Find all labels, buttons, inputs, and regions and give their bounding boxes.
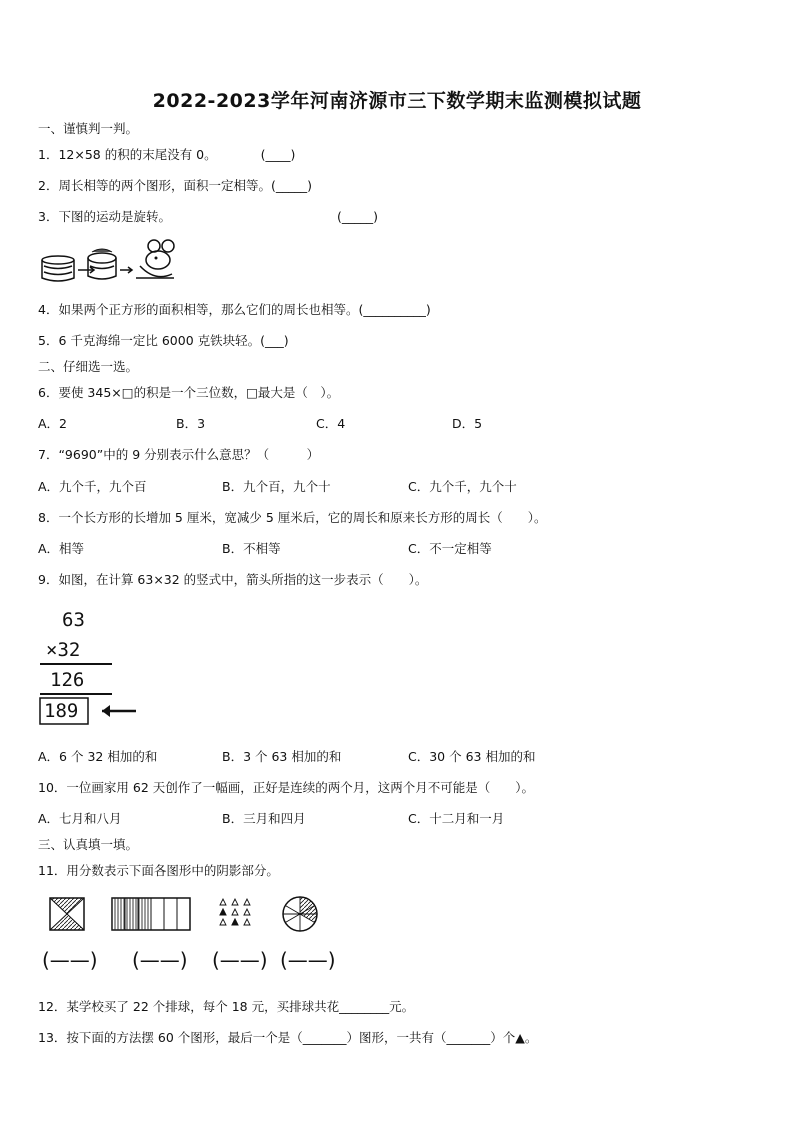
question-3 xyxy=(38,209,378,225)
section-1-heading: 一、谨慎判一判。 xyxy=(38,121,139,136)
question-6-option-a[interactable]: A．2 xyxy=(38,416,68,431)
question-9-option-b[interactable]: B．3 个 63 相加的和 xyxy=(222,749,342,764)
question-6: 6．要使 345×□的积是一个三位数，□最大是（ ）。 xyxy=(38,385,340,400)
rectangle-columns-figure xyxy=(112,898,190,930)
question-4: 4．如果两个正方形的面积相等，那么它们的周长也相等。(__________) xyxy=(38,302,431,317)
question-1-text: 1．12×58 的积的末尾没有 0。 xyxy=(38,147,217,162)
cake-translation-figure xyxy=(40,238,180,286)
question-1 xyxy=(38,147,295,163)
question-3-answer-blank[interactable]: (_____) xyxy=(336,209,378,224)
question-9-option-c[interactable]: C．30 个 63 相加的和 xyxy=(408,749,536,764)
fraction-blank-2[interactable]: (——) xyxy=(132,948,188,972)
question-7: 7．“9690”中的 9 分别表示什么意思？（ ） xyxy=(38,447,320,462)
question-8-option-a[interactable]: A．相等 xyxy=(38,541,85,556)
question-8-option-c[interactable]: C．不一定相等 xyxy=(408,541,492,556)
fraction-blank-3[interactable]: (——) xyxy=(212,948,268,972)
question-7-option-a[interactable]: A．九个千，九个百 xyxy=(38,479,147,494)
square-diagonal-figure xyxy=(50,898,84,930)
fraction-blank-4[interactable]: (——) xyxy=(280,948,336,972)
page-title: 2022-2023学年河南济源市三下数学期末监测模拟试题 xyxy=(152,90,642,112)
section-2-heading: 二、仔细选一选。 xyxy=(38,359,139,374)
question-1-answer-blank[interactable]: (____) xyxy=(260,147,296,162)
circle-sectors-figure xyxy=(283,897,317,931)
vertical-multiplication-figure xyxy=(36,604,146,734)
question-8: 8．一个长方形的长增加 5 厘米，宽减少 5 厘米后，它的周长和原来长方形的周长（ ）。 xyxy=(38,510,547,525)
question-6-option-b[interactable]: B．3 xyxy=(176,416,206,431)
question-7-option-b[interactable]: B．九个百，九个十 xyxy=(222,479,331,494)
calc-partial-product-2: 189 xyxy=(44,700,79,722)
question-11: 11．用分数表示下面各图形中的阴影部分。 xyxy=(38,863,279,878)
question-8-option-b[interactable]: B．不相等 xyxy=(222,541,281,556)
shaded-figures-row xyxy=(48,896,338,936)
question-12: 12．某学校买了 22 个排球，每个 18 元，买排球共花________元。 xyxy=(38,999,415,1014)
question-7-option-c[interactable]: C．九个千，九个十 xyxy=(408,479,517,494)
question-13: 13．按下面的方法摆 60 个图形，最后一个是（_______）图形，一共有（_______）个▲。 xyxy=(38,1030,538,1045)
calc-partial-product-1: 126 xyxy=(50,669,85,691)
question-10-option-a[interactable]: A．七月和八月 xyxy=(38,811,122,826)
calc-multiplicand: 63 xyxy=(62,609,85,631)
section-3-heading: 三、认真填一填。 xyxy=(38,837,139,852)
calc-multiplier: ×32 xyxy=(46,639,81,661)
question-6-option-c[interactable]: C．4 xyxy=(316,416,346,431)
question-10-option-c[interactable]: C．十二月和一月 xyxy=(408,811,505,826)
question-3-text: 3．下图的运动是旋转。 xyxy=(38,209,171,224)
question-2: 2．周长相等的两个图形，面积一定相等。(_____) xyxy=(38,178,312,193)
question-5: 5．6 千克海绵一定比 6000 克铁块轻。(___) xyxy=(38,333,289,348)
question-9-option-a[interactable]: A．6 个 32 相加的和 xyxy=(38,749,158,764)
question-6-option-d[interactable]: D．5 xyxy=(452,416,483,431)
question-10: 10．一位画家用 62 天创作了一幅画，正好是连续的两个月，这两个月不可能是（ ）。 xyxy=(38,780,535,795)
question-10-option-b[interactable]: B．三月和四月 xyxy=(222,811,306,826)
triangles-grid-figure xyxy=(220,899,250,925)
fraction-blank-1[interactable]: (——) xyxy=(42,948,98,972)
question-9: 9．如图，在计算 63×32 的竖式中，箭头所指的这一步表示（ ）。 xyxy=(38,572,428,587)
